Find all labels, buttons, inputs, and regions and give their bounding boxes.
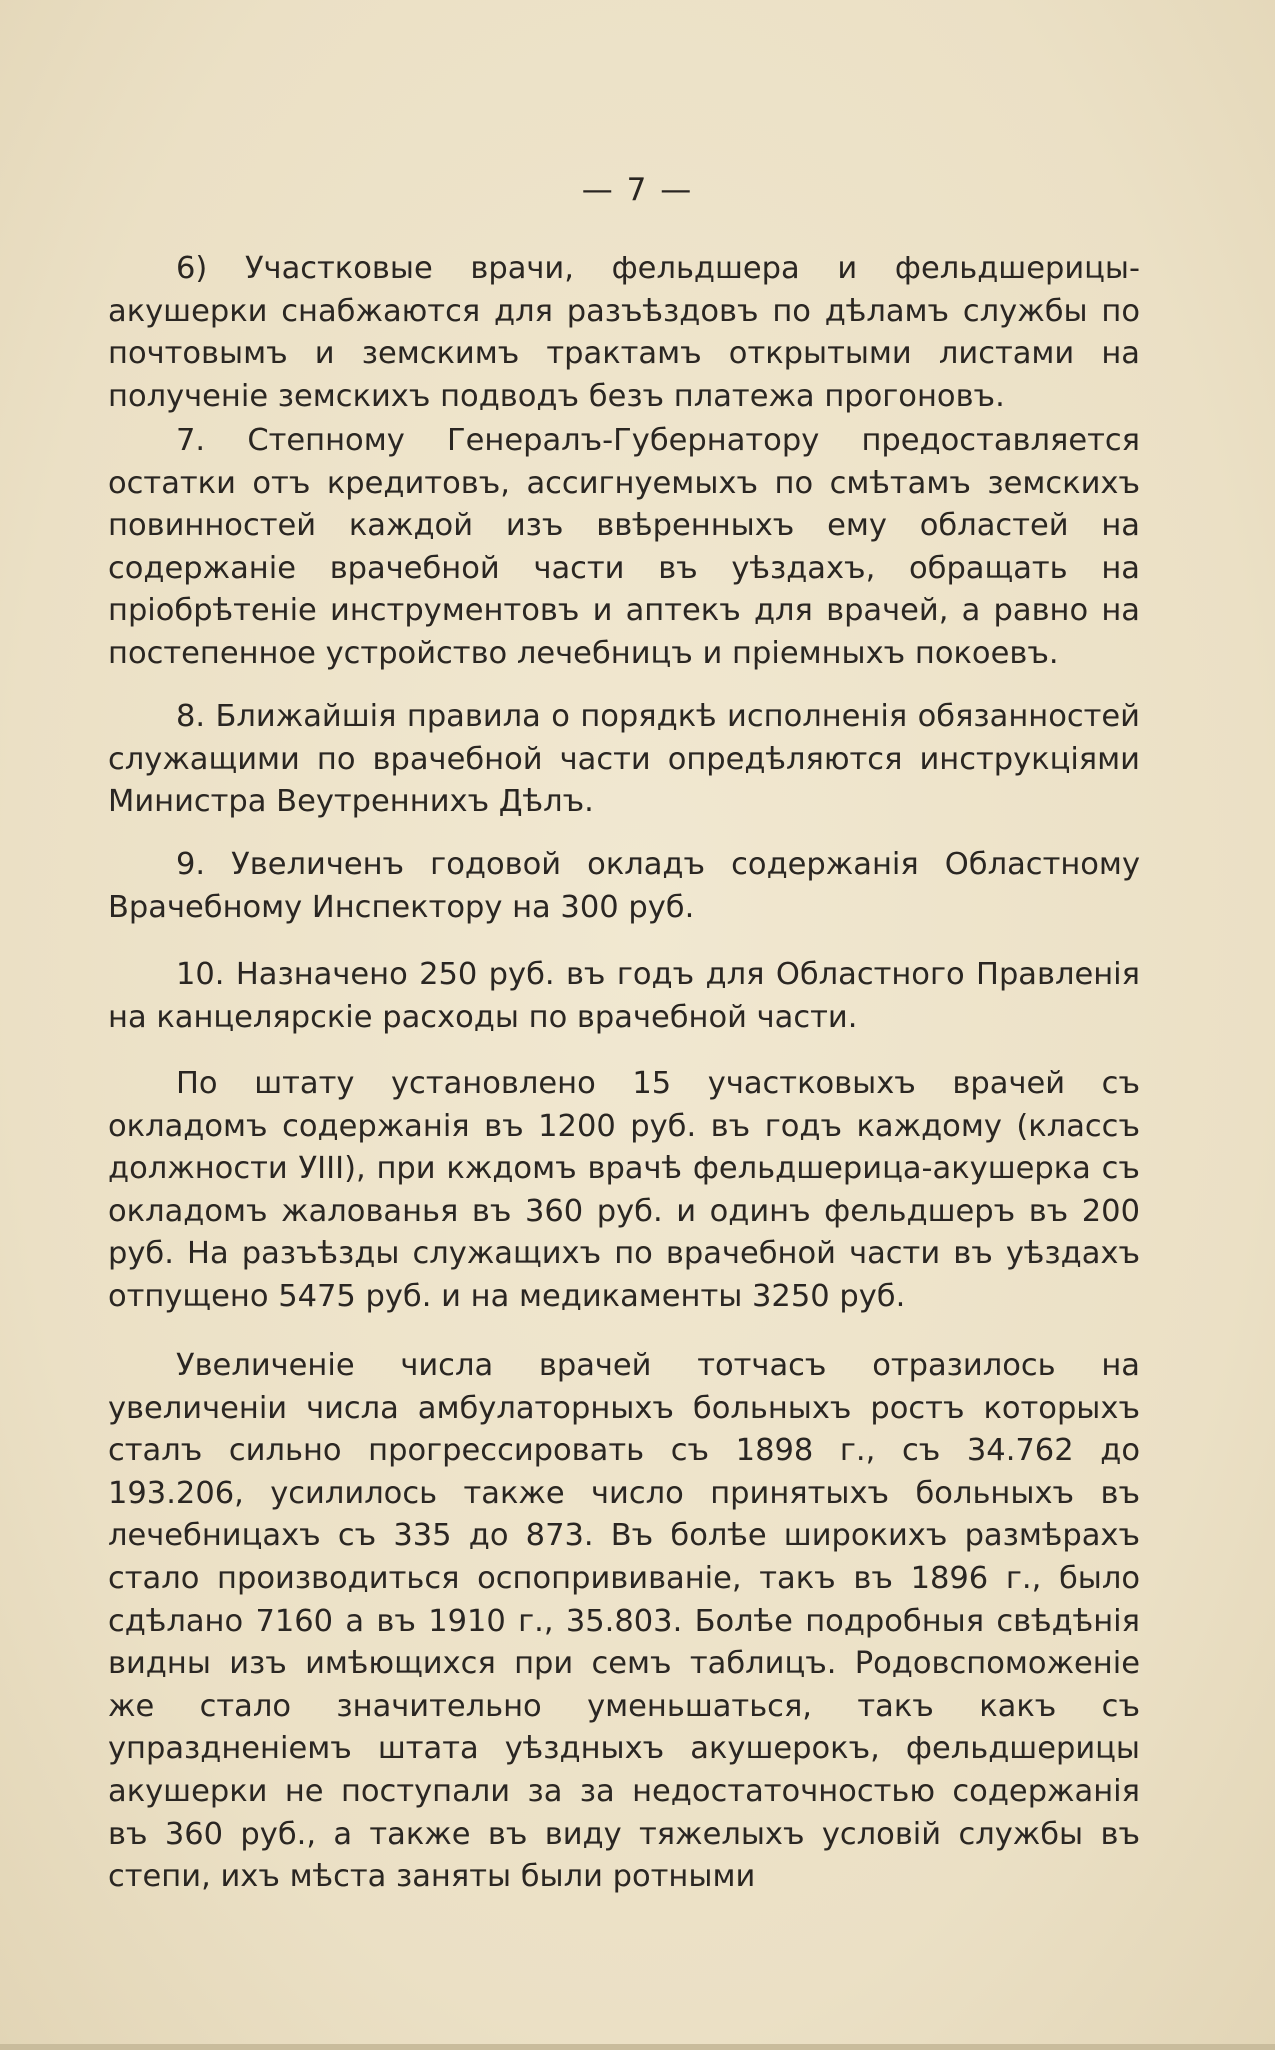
paragraph-text: 9. Увеличенъ годовой окладъ содержанія Областному Врачебному Инспектору на 300 руб.	[108, 847, 1140, 925]
paragraph-7	[108, 420, 1140, 676]
paragraph-6	[108, 248, 1140, 418]
paragraph-text: 7. Степному Генералъ-Губернатору предоставляется остатки отъ кредитовъ, ассигнуемыхъ по смѣтамъ земскихъ повинностей каждой изъ ввѣренныхъ ему областей на содержаніе врачебной части въ уѣздахъ, обращать на пріобрѣтеніе инструментовъ и аптекъ для врачей, а равно на постепенное устройство лечебницъ и пріемныхъ покоевъ.	[108, 423, 1140, 671]
paragraph-text: Увеличеніе числа врачей тотчасъ отразилось на увеличеніи числа амбулаторныхъ больныхъ ростъ которыхъ сталъ сильно прогрессировать съ 1898 г., съ 34.762 до 193.206, усилилось также число принятыхъ больныхъ въ лечебницахъ съ 335 до 873. Въ болѣе широкихъ размѣрахъ стало производиться оспопрививаніе, такъ въ 1896 г., было сдѣлано 7160 а въ 1910 г., 35.803. Болѣе подробныя свѣдѣнія видны изъ имѣющихся при семъ таблицъ. Родовспоможеніе же стало значительно уменьшаться, такъ какъ съ упраздненіемъ штата уѣздныхъ акушерокъ, фельдшерицы акушерки не поступали за за недостаточностью содержанія въ 360 руб., а также въ виду тяжелыхъ условій службы въ степи, ихъ мѣста заняты были ротными	[108, 1348, 1140, 1895]
paragraph-text: 10. Назначено 250 руб. въ годъ для Областного Правленія на канцелярскіе расходы по врачебной части.	[108, 957, 1140, 1035]
paragraph-10	[108, 954, 1140, 1039]
paragraph-text: 8. Ближайшія правила о порядкѣ исполненія обязанностей служащими по врачебной части опредѣляются инструкціями Министра Веутреннихъ Дѣлъ.	[108, 699, 1140, 820]
paragraph-staff	[108, 1063, 1140, 1319]
paragraph-text: 6) Участковые врачи, фельдшера и фельдшерицы-акушерки снабжаются для разъѣздовъ по дѣламъ службы по почтовымъ и земскимъ трактамъ открытыми листами на полученіе земскихъ подводъ безъ платежа прогоновъ.	[108, 251, 1140, 414]
paragraph-increase	[108, 1345, 1140, 1899]
page-edge	[0, 2044, 1275, 2050]
paragraph-8	[108, 696, 1140, 824]
paragraph-text: По штату установлено 15 участковыхъ врачей съ окладомъ содержанія въ 1200 руб. въ годъ каждому (классъ должности УIII), при кждомъ врачѣ фельдшерица-акушерка съ окладомъ жалованья въ 360 руб. и одинъ фельдшеръ въ 200 руб. На разъѣзды служащихъ по врачебной части въ уѣздахъ отпущено 5475 руб. и на медикаменты 3250 руб.	[108, 1066, 1140, 1314]
paragraph-9	[108, 844, 1140, 929]
page-number: — 7 —	[581, 172, 694, 208]
